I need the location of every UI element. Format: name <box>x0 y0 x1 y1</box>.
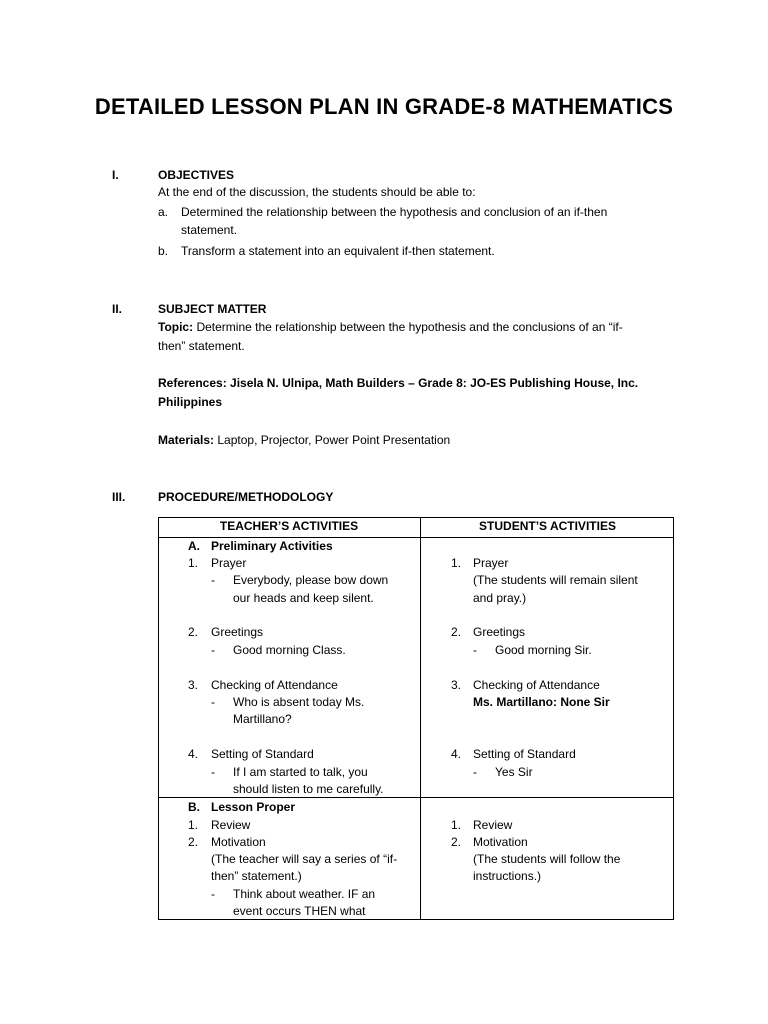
teacher-item-text: then” statement.) <box>211 869 302 883</box>
dash-bullet: - <box>211 765 215 779</box>
materials-label: Materials: <box>158 433 215 447</box>
dash-bullet: - <box>473 643 477 657</box>
section-heading-subject-matter: SUBJECT MATTER <box>158 302 267 316</box>
student-item-title: Setting of Standard <box>473 747 576 761</box>
topic-line2: then” statement. <box>158 339 245 353</box>
teacher-item-text: Who is absent today Ms. <box>233 695 365 709</box>
teacher-item-num: 2. <box>188 835 199 849</box>
objective-a-line1: Determined the relationship between the hypothesis and conclusion of an if-then <box>181 205 608 219</box>
teacher-item-title: Setting of Standard <box>211 747 314 761</box>
teacher-item-num: 2. <box>188 625 199 639</box>
student-item-text: Good morning Sir. <box>495 643 592 657</box>
teacher-activities-header: TEACHER’S ACTIVITIES <box>219 519 359 533</box>
teacher-item-num: 1. <box>188 556 199 570</box>
teacher-item-text: (The teacher will say a series of “if- <box>211 852 398 866</box>
teacher-item-text: Everybody, please bow down <box>233 573 389 587</box>
teacher-item-title: Motivation <box>211 835 266 849</box>
objective-a-line2: statement. <box>181 223 238 237</box>
student-item-num: 4. <box>451 747 462 761</box>
teacher-item-text: If I am started to talk, you <box>233 765 368 779</box>
section-heading-objectives: OBJECTIVES <box>158 168 235 182</box>
student-item-text: and pray.) <box>473 591 527 605</box>
document-title: DETAILED LESSON PLAN IN GRADE-8 MATHEMATICS <box>94 94 674 119</box>
student-item-num: 1. <box>451 556 462 570</box>
topic-text: Determine the relationship between the hypothesis and the conclusions of an “if- <box>196 320 623 334</box>
dash-bullet: - <box>211 573 215 587</box>
teacher-item-text: Good morning Class. <box>233 643 346 657</box>
section-number-procedure: III. <box>112 490 126 504</box>
topic-line1 <box>158 318 623 336</box>
dash-bullet: - <box>211 887 215 901</box>
section-number-subject-matter: II. <box>112 302 123 316</box>
student-item-title: Motivation <box>473 835 528 849</box>
dash-bullet: - <box>473 765 477 779</box>
teacher-item-text: our heads and keep silent. <box>233 591 374 605</box>
section-number-objectives: I. <box>112 168 119 182</box>
student-item-title: Prayer <box>473 556 509 570</box>
dash-bullet: - <box>211 643 215 657</box>
teacher-section-a-marker: A. <box>188 539 200 553</box>
student-item-title: Review <box>473 818 513 832</box>
teacher-item-text: should listen to me carefully. <box>233 782 384 796</box>
student-item-text: Yes Sir <box>495 765 533 779</box>
table-column-divider <box>420 517 421 920</box>
materials-text: Laptop, Projector, Power Point Presentation <box>217 433 451 447</box>
topic-label: Topic: <box>158 320 194 334</box>
dash-bullet: - <box>211 695 215 709</box>
student-item-num: 3. <box>451 678 462 692</box>
objective-b-text: Transform a statement into an equivalent if-then statement. <box>181 244 495 258</box>
student-item-num: 2. <box>451 835 462 849</box>
objective-a-marker: a. <box>158 205 169 219</box>
references-line1: References: Jisela N. Ulnipa, Math Builders – Grade 8: JO-ES Publishing House, Inc. <box>158 376 639 390</box>
student-item-num: 2. <box>451 625 462 639</box>
objectives-intro: At the end of the discussion, the students should be able to: <box>158 185 476 199</box>
student-item-text: (The students will remain silent <box>473 573 638 587</box>
student-item-num: 1. <box>451 818 462 832</box>
student-item-title: Checking of Attendance <box>473 678 600 692</box>
student-item-text: Ms. Martillano: None Sir <box>473 695 610 709</box>
teacher-item-text: Think about weather. IF an <box>233 887 376 901</box>
objective-b-marker: b. <box>158 244 169 258</box>
teacher-item-title: Greetings <box>211 625 264 639</box>
student-item-text: (The students will follow the <box>473 852 621 866</box>
teacher-item-num: 4. <box>188 747 199 761</box>
student-item-text: instructions.) <box>473 869 542 883</box>
teacher-item-text: event occurs THEN what <box>233 904 366 918</box>
teacher-item-title: Checking of Attendance <box>211 678 338 692</box>
teacher-item-title: Prayer <box>211 556 247 570</box>
teacher-item-num: 1. <box>188 818 199 832</box>
teacher-section-b-marker: B. <box>188 800 200 814</box>
references-line2: Philippines <box>158 395 223 409</box>
section-heading-procedure: PROCEDURE/METHODOLOGY <box>158 490 334 504</box>
teacher-item-title: Review <box>211 818 251 832</box>
teacher-section-b-heading: Lesson Proper <box>211 800 296 814</box>
teacher-item-text: Martillano? <box>233 712 292 726</box>
teacher-section-a-heading: Preliminary Activities <box>211 539 333 553</box>
materials-line <box>158 431 450 449</box>
student-activities-header: STUDENT’S ACTIVITIES <box>479 519 616 533</box>
teacher-item-num: 3. <box>188 678 199 692</box>
student-item-title: Greetings <box>473 625 526 639</box>
